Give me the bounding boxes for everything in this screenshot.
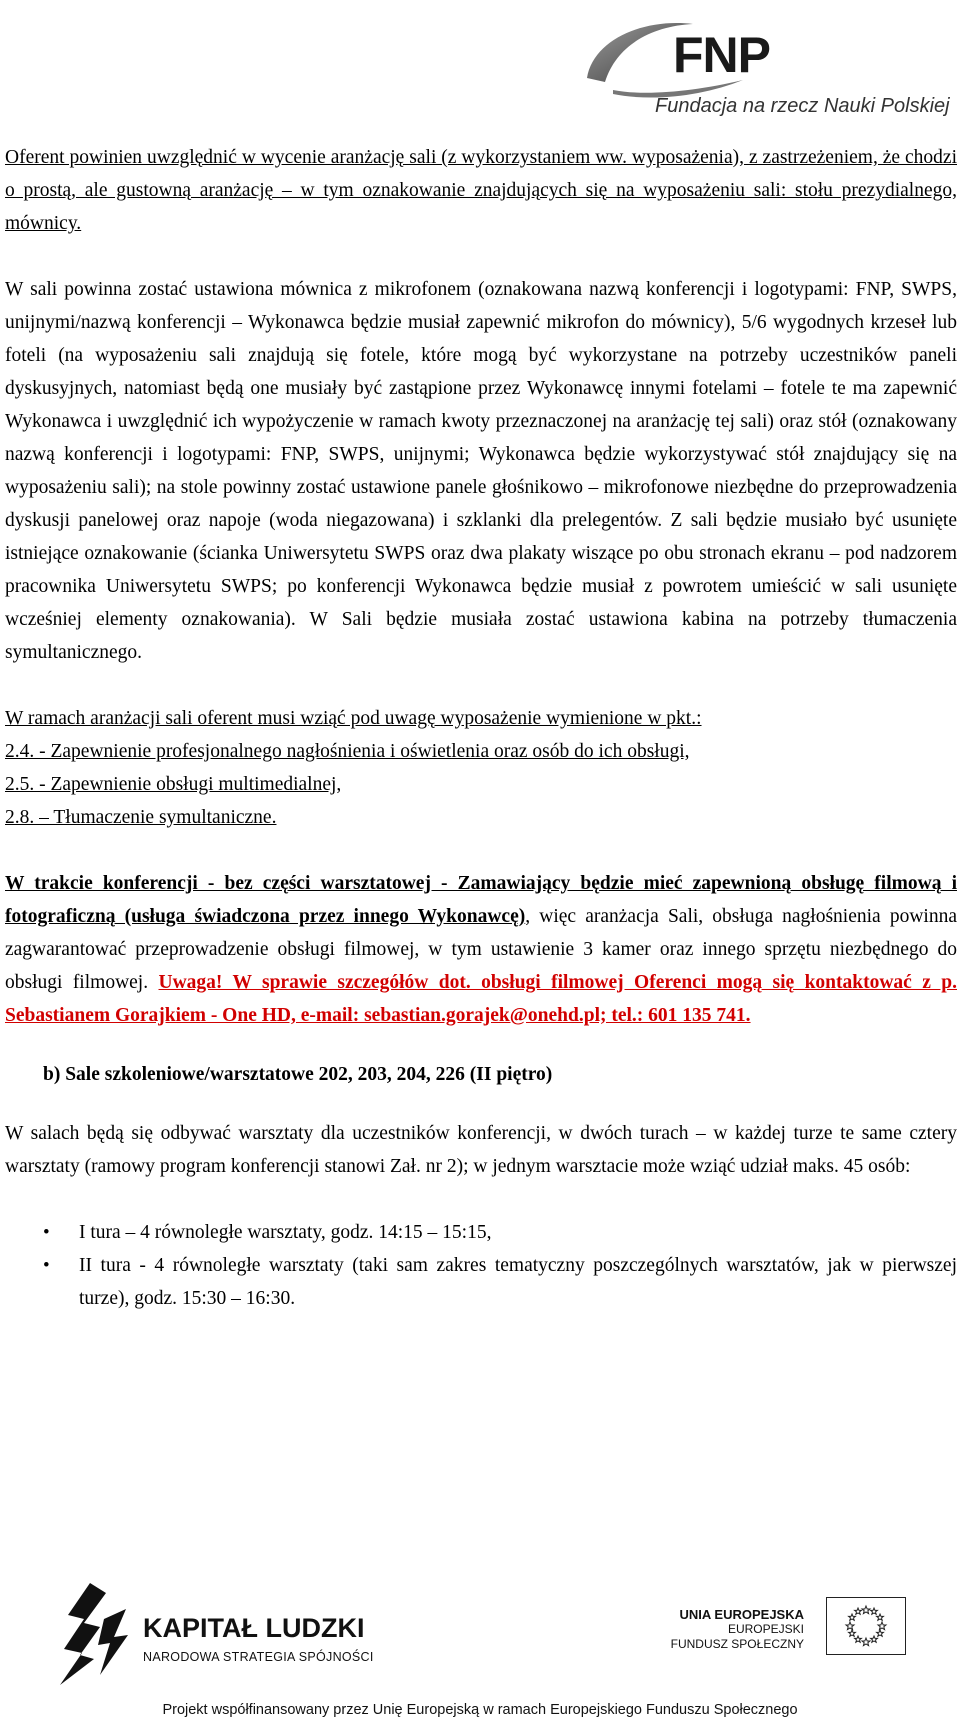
film-service-contact-warning: Uwaga! W sprawie szczegółów dot. obsługi filmowej Oferenci mogą się kontaktować z p. Sebastianem Gorajkiem - One HD, e-mail: sebastian.gorajek@onehd.pl; tel.: 601 135 741. [5, 972, 957, 1026]
document-body [5, 141, 957, 1315]
eu-line-2: EUROPEJSKI [727, 1622, 804, 1636]
fnp-logo [583, 10, 958, 122]
eu-flag-icon [826, 1597, 906, 1655]
equipment-item-2-5: 2.5. - Zapewnienie obsługi multimedialnej, [5, 774, 342, 795]
film-service-text: , więc aranżacja Sali, obsługa nagłośnienia powinna zagwarantować przeprowadzenie obsługi filmowej, w tym ustawienie 3 kamer oraz innego sprzętu niezbędnego do obsługi filmowej. [5, 906, 957, 993]
list-item: • II tura - 4 równoległe warsztaty (taki sam zakres tematyczny poszczególnych warsztatów, jak w pierwszej turze), godz. 15:30 – 16:30. [5, 1249, 957, 1315]
logo-word: FNP [673, 27, 770, 83]
kapital-ludzki-title: KAPITAŁ LUDZKI [143, 1613, 365, 1643]
list-item: • I tura – 4 równoległe warsztaty, godz. 14:15 – 15:15, [5, 1216, 957, 1249]
bullet-icon: • [43, 1255, 50, 1276]
bullet-icon: • [43, 1222, 50, 1243]
section-heading-b: b) Sale szkoleniowe/warsztatowe 202, 203, 204, 226 (II piętro) [43, 1064, 553, 1085]
paragraph-workshops: W salach będą się odbywać warsztaty dla uczestników konferencji, w dwóch turach – w każdej turze te same cztery warsztaty (ramowy program konferencji stanowi Zał. nr 2); w jednym warsztacie może wziąć udział maks. 45 osób: [5, 1123, 957, 1177]
eu-line-1: UNIA EUROPEJSKA [679, 1607, 804, 1622]
equipment-item-2-4: 2.4. - Zapewnienie profesjonalnego nagłośnienia i oświetlenia oraz osób do ich obsługi, [5, 741, 690, 762]
paragraph-film-service [5, 867, 957, 1032]
film-service-bold: W trakcie konferencji - bez części warsztatowej - Zamawiający będzie mieć zapewnioną obsługę filmową i fotograficzną (usługa świadczona przez innego Wykonawcę) [5, 873, 957, 927]
footer [0, 1575, 960, 1729]
equipment-intro: W ramach aranżacji sali oferent musi wziąć pod uwagę wyposażenie wymienione w pkt.: [5, 708, 702, 729]
eu-line-3: FUNDUSZ SPOŁECZNY [670, 1637, 804, 1651]
eu-text-block [664, 1607, 804, 1652]
kapital-ludzki-logo-icon [54, 1579, 130, 1689]
kapital-ludzki-subtitle: NARODOWA STRATEGIA SPÓJNOŚCI [143, 1650, 374, 1664]
workshop-turns-list [5, 1216, 957, 1315]
paragraph-arrangement-note: Oferent powinien uwzględnić w wycenie aranżację sali (z wykorzystaniem ww. wyposażenia), z zastrzeżeniem, że chodzi o prostą, ale gustowną aranżację – w tym oznakowanie znajdujących się na wyposażeniu sali: stołu prezydialnego, mównicy. [5, 147, 957, 234]
equipment-reference-list [5, 702, 957, 834]
cofinancing-note: Projekt współfinansowany przez Unię Europejską w ramach Europejskiego Funduszu Społecznego [162, 1702, 798, 1718]
equipment-item-2-8: 2.8. – Tłumaczenie symultaniczne. [5, 807, 277, 828]
logo-subtitle: Fundacja na rzecz Nauki Polskiej [655, 95, 950, 117]
paragraph-room-setup: W sali powinna zostać ustawiona mównica z mikrofonem (oznakowana nazwą konferencji i logotypami: FNP, SWPS, unijnymi/nazwą konferencji – Wykonawca będzie musiał zapewnić mikrofon do mównicy), 5/6 wygodnych krzeseł lub foteli (na wyposażeniu sali znajdują się fotele, które mogą być wykorzystane na potrzeby uczestników paneli dyskusyjnych, natomiast będą one musiały być zastąpione przez Wykonawcę innymi fotelami – fotele te ma zapewnić Wykonawca i uwzględnić ich wypożyczenie w ramach kwoty przeznaczonej na aranżację tej sali) oraz stół (oznakowany nazwą konferencji i logotypami: FNP, SWPS, unijnymi; Wykonawca będzie wykorzystywać stół znajdujący się na wyposażeniu sali); na stole powinny zostać ustawione panele głośnikowo – mikrofonowe niezbędne do przeprowadzenia dyskusji panelowej oraz napoje (woda niegazowana) i szklanki dla prelegentów. Z sali będzie musiało być usunięte istniejące oznakowanie (ścianka Uniwersytetu SWPS oraz dwa plakaty wiszące po obu stronach ekranu – pod nadzorem pracownika Uniwersytetu SWPS; po konferencji Wykonawca będzie musiał z powrotem umieścić w sali usunięte wcześniej elementy oznakowania). W Sali będzie musiała zostać ustawiona kabina na potrzeby tłumaczenia symultanicznego. [5, 279, 957, 663]
